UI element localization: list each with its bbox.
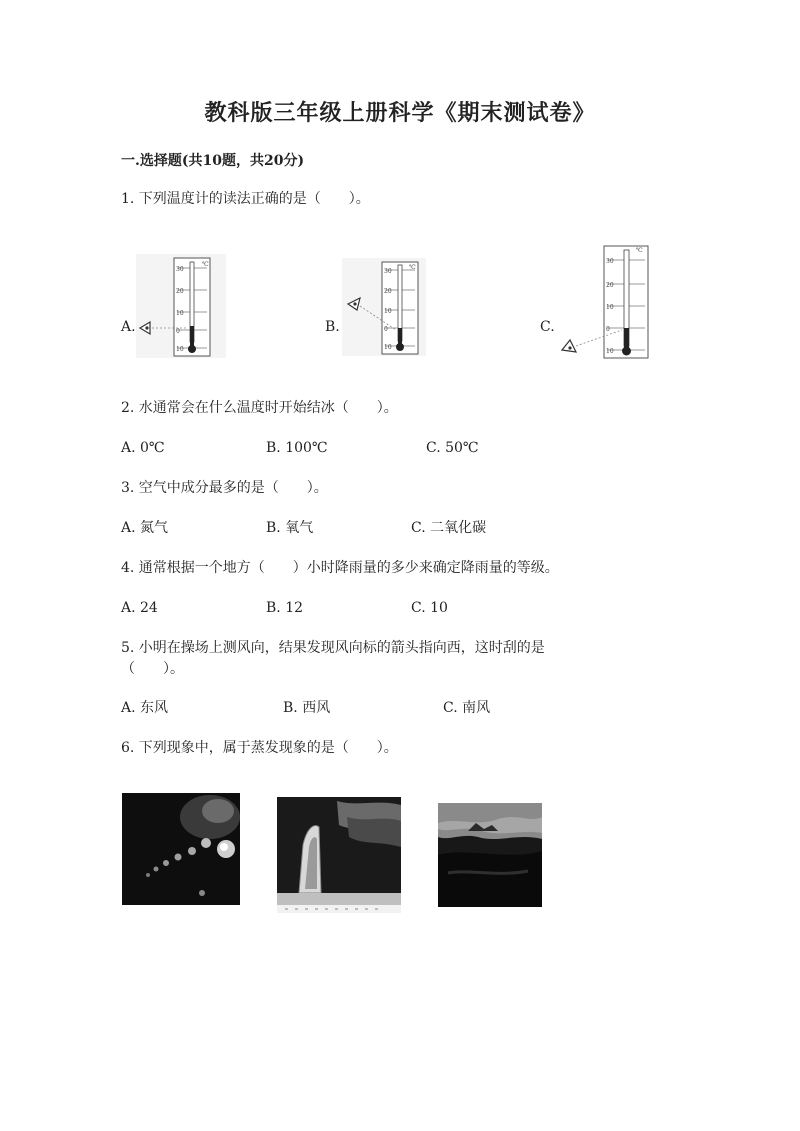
- question-1: 1. 下列温度计的读法正确的是（ ）。: [121, 191, 370, 207]
- q5-option-a[interactable]: A. 东风: [121, 700, 169, 716]
- q1-option-a-image[interactable]: [136, 254, 226, 358]
- q1-option-b-label[interactable]: B.: [325, 319, 340, 335]
- q5-option-c[interactable]: C. 南风: [443, 700, 491, 716]
- question-5-line-2: （ ）。: [121, 661, 184, 677]
- q6-photo-droplets[interactable]: [122, 793, 240, 905]
- q3-option-a[interactable]: A. 氮气: [121, 520, 169, 536]
- q1-option-b-image[interactable]: [342, 258, 426, 356]
- tick-label: 30: [384, 268, 392, 275]
- unit-symbol: ℃: [409, 264, 416, 271]
- q5-option-b[interactable]: B. 西风: [283, 700, 331, 716]
- tick-label: 0: [176, 328, 180, 335]
- tick-label: 10: [384, 344, 392, 351]
- tick-label: 20: [384, 288, 392, 295]
- q3-option-b[interactable]: B. 氧气: [266, 520, 314, 536]
- question-5-line-1: 5. 小明在操场上测风向，结果发现风向标的箭头指向西，这时刮的是: [121, 640, 545, 656]
- unit-symbol: ℃: [202, 261, 209, 268]
- question-6: 6. 下列现象中，属于蒸发现象的是（ ）。: [121, 740, 398, 756]
- q4-option-b[interactable]: B. 12: [266, 600, 304, 616]
- tick-label: 10: [606, 348, 614, 355]
- tick-label: 10: [176, 346, 184, 353]
- q1-option-c-image[interactable]: [556, 244, 652, 360]
- tick-label: 0: [606, 326, 610, 333]
- question-2: 2. 水通常会在什么温度时开始结冰（ ）。: [121, 400, 398, 416]
- question-4: 4. 通常根据一个地方（ ）小时降雨量的多少来确定降雨量的等级。: [121, 560, 559, 576]
- q6-photo-iron[interactable]: [277, 797, 401, 913]
- section-heading: 一.选择题(共10题，共20分): [121, 153, 305, 169]
- tick-label: 10: [176, 310, 184, 317]
- tick-label: 20: [176, 288, 184, 295]
- q2-option-b[interactable]: B. 100℃: [266, 440, 328, 456]
- q6-photo-landscape[interactable]: [438, 803, 542, 907]
- q1-option-c-label[interactable]: C.: [540, 319, 555, 335]
- q3-option-c[interactable]: C. 二氧化碳: [411, 520, 487, 536]
- q4-option-c[interactable]: C. 10: [411, 600, 448, 616]
- tick-label: 0: [384, 326, 388, 333]
- tick-label: 10: [384, 308, 392, 315]
- tick-label: 20: [606, 282, 614, 289]
- tick-label: 30: [176, 266, 184, 273]
- q2-option-c[interactable]: C. 50℃: [426, 440, 479, 456]
- q2-option-a[interactable]: A. 0℃: [121, 440, 165, 456]
- tick-label: 10: [606, 304, 614, 311]
- tick-label: 30: [606, 258, 614, 265]
- question-3: 3. 空气中成分最多的是（ ）。: [121, 480, 328, 496]
- page-title: 教科版三年级上册科学《期末测试卷》: [204, 100, 596, 126]
- unit-symbol: ℃: [636, 247, 643, 254]
- q4-option-a[interactable]: A. 24: [121, 600, 158, 616]
- q1-option-a-label[interactable]: A.: [121, 319, 136, 335]
